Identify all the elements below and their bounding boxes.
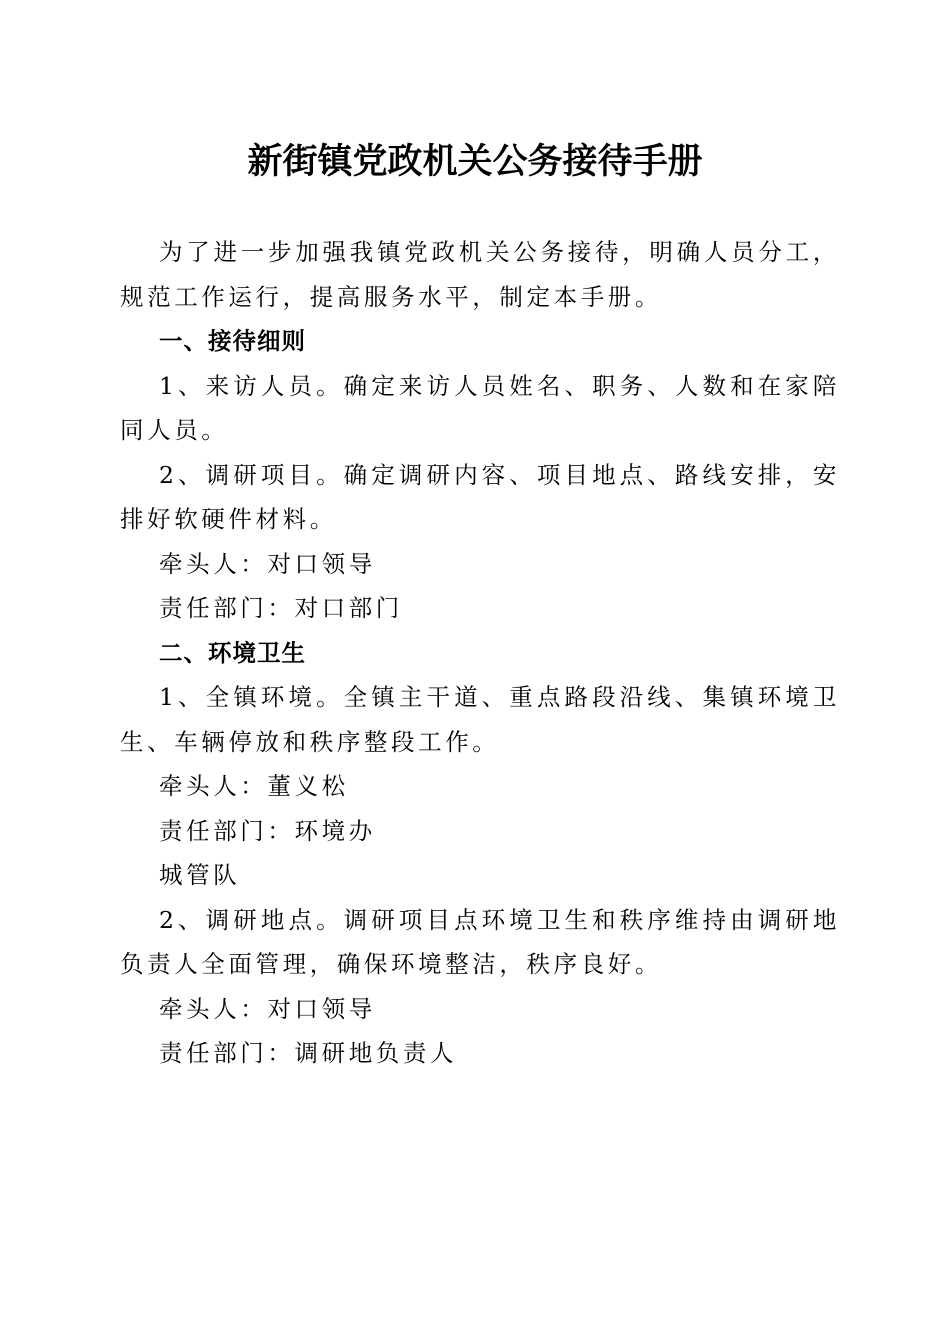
paragraph-research-site: 2、调研地点。调研项目点环境卫生和秩序维持由调研地负责人全面管理，确保环境整洁，秩序良好。 [120, 905, 840, 978]
paragraph-visitors: 1、来访人员。确定来访人员姓名、职务、人数和在家陪同人员。 [120, 371, 840, 444]
paragraph-responsible-dept: 责任部门：环境办 [159, 816, 376, 845]
paragraph-responsible-dept: 责任部门：调研地负责人 [159, 1039, 458, 1067]
section-heading-environment: 二、环境卫生 [159, 638, 306, 667]
paragraph-lead-person: 牵头人：董义松 [159, 772, 349, 800]
paragraph-responsible-dept: 责任部门：对口部门 [159, 594, 403, 622]
paragraph-lead-person: 牵头人：对口领导 [159, 549, 376, 578]
paragraph-city-management: 城管队 [159, 861, 241, 889]
section-heading-reception: 一、接待细则 [159, 327, 306, 355]
paragraph-research-project: 2、调研项目。确定调研内容、项目地点、路线安排，安排好软硬件材料。 [120, 460, 840, 533]
paragraph-lead-person: 牵头人：对口领导 [159, 994, 376, 1023]
intro-paragraph: 为了进一步加强我镇党政机关公务接待，明确人员分工，规范工作运行，提高服务水平，制定本手册。 [120, 238, 840, 311]
document-body [120, 230, 840, 1076]
document-title: 新街镇党政机关公务接待手册 [247, 141, 703, 182]
paragraph-town-environment: 1、全镇环境。全镇主干道、重点路段沿线、集镇环境卫生、车辆停放和秩序整段工作。 [120, 683, 840, 756]
